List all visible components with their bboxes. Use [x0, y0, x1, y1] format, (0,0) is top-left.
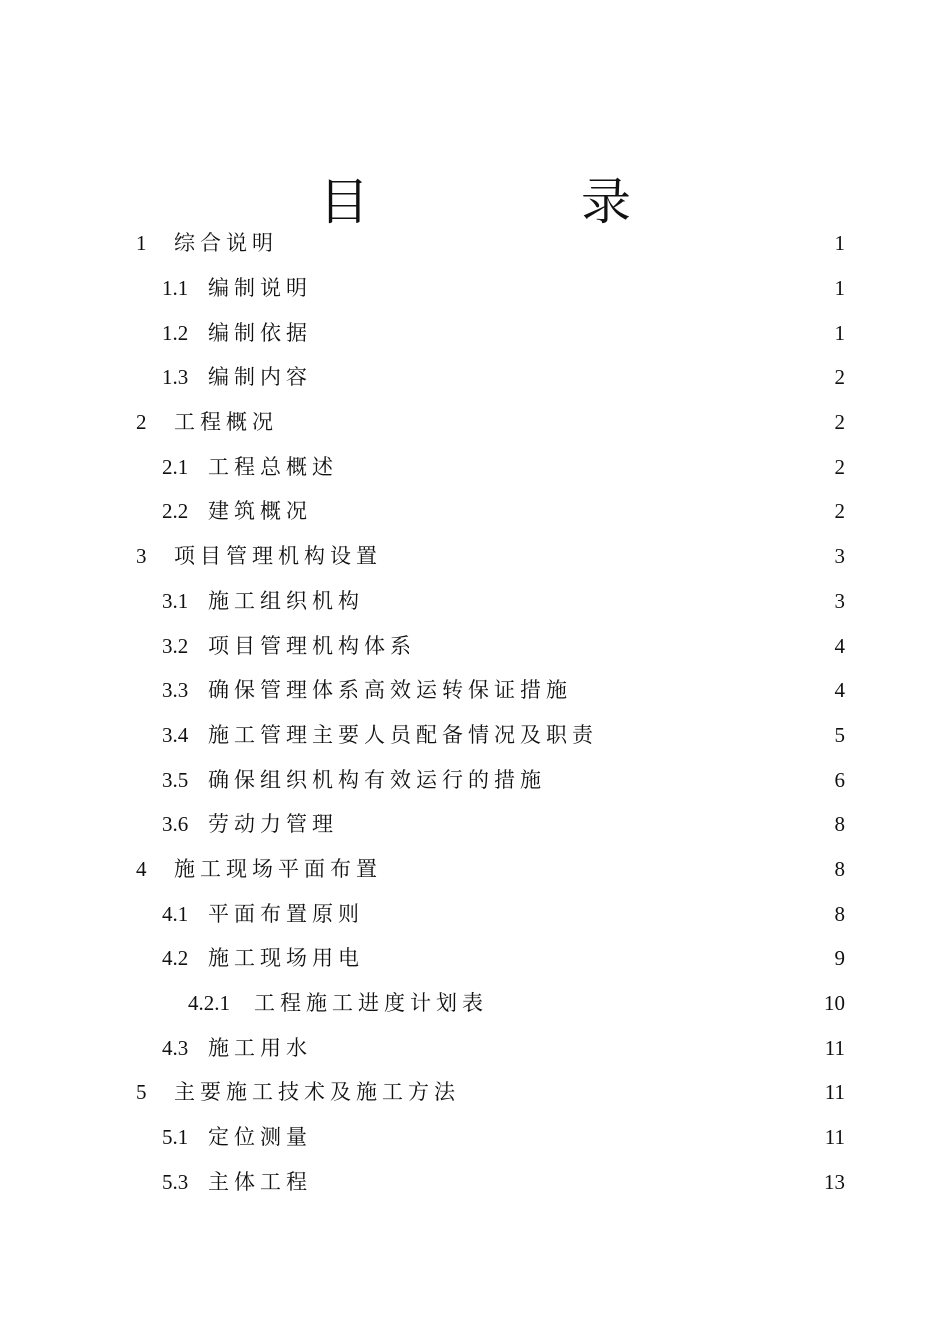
- toc-dot-leader: [384, 856, 833, 882]
- toc-entry[interactable]: [0, 757, 950, 802]
- toc-entry-title: 定位测量: [208, 1125, 312, 1150]
- toc-entry[interactable]: [0, 1115, 950, 1160]
- toc-entry-title: 施工管理主要人员配备情况及职责: [208, 722, 598, 747]
- toc-dot-leader: [280, 409, 833, 435]
- toc-entry-title: 项目管理机构设置: [174, 544, 382, 569]
- toc-entry-number: 5.1: [162, 1125, 189, 1150]
- table-of-contents: [0, 221, 950, 1204]
- toc-entry[interactable]: [0, 802, 950, 847]
- toc-entry-page-number: 3: [834, 588, 845, 613]
- toc-dot-leader: [600, 722, 833, 748]
- toc-entry-title: 平面布置原则: [208, 901, 364, 926]
- toc-entry-title: 施工现场用电: [208, 946, 364, 971]
- toc-entry-page-number: 2: [834, 499, 845, 524]
- toc-entry-page-number: 2: [834, 454, 845, 479]
- toc-entry-title: 劳动力管理: [208, 812, 338, 837]
- toc-dot-leader: [340, 811, 833, 837]
- toc-entry-title: 编制依据: [208, 320, 312, 345]
- toc-entry-number: 3.6: [162, 812, 189, 837]
- toc-entry[interactable]: [0, 936, 950, 981]
- toc-entry[interactable]: [0, 444, 950, 489]
- toc-entry-number: 2.1: [162, 454, 189, 479]
- toc-entry-page-number: 11: [824, 1035, 845, 1060]
- toc-dot-leader: [548, 767, 833, 793]
- toc-dot-leader: [366, 901, 833, 927]
- toc-entry-number: 1.1: [162, 276, 189, 301]
- toc-entry-page-number: 4: [834, 633, 845, 658]
- toc-entry-page-number: 2: [834, 410, 845, 435]
- toc-entry-page-number: 1: [834, 276, 845, 301]
- toc-entry-title: 项目管理机构体系: [208, 633, 416, 658]
- toc-entry-title: 工程施工进度计划表: [254, 991, 488, 1016]
- toc-entry[interactable]: [0, 400, 950, 445]
- toc-entry-title: 工程概况: [174, 410, 278, 435]
- toc-entry-number: 5.3: [162, 1169, 189, 1194]
- toc-entry-page-number: 3: [834, 544, 845, 569]
- toc-entry-number: 1: [136, 231, 147, 256]
- toc-entry-page-number: 13: [824, 1169, 845, 1194]
- toc-entry-page-number: 8: [834, 901, 845, 926]
- toc-dot-leader: [314, 275, 833, 301]
- toc-entry-number: 4: [136, 856, 147, 881]
- toc-entry-title: 施工组织机构: [208, 588, 364, 613]
- toc-entry-page-number: 1: [834, 231, 845, 256]
- toc-entry-title: 主体工程: [208, 1169, 312, 1194]
- toc-entry[interactable]: [0, 1025, 950, 1070]
- toc-dot-leader: [366, 588, 833, 614]
- toc-entry-title: 确保组织机构有效运行的措施: [208, 767, 546, 792]
- toc-entry[interactable]: [0, 847, 950, 892]
- toc-entry-number: 2: [136, 410, 147, 435]
- toc-dot-leader: [314, 1124, 823, 1150]
- toc-dot-leader: [574, 677, 833, 703]
- toc-entry-page-number: 11: [824, 1125, 845, 1150]
- toc-entry[interactable]: [0, 1159, 950, 1204]
- toc-entry-number: 4.1: [162, 901, 189, 926]
- toc-entry-number: 5: [136, 1080, 147, 1105]
- toc-entry-number: 3: [136, 544, 147, 569]
- toc-entry-page-number: 2: [834, 365, 845, 390]
- toc-entry-number: 3.1: [162, 588, 189, 613]
- toc-dot-leader: [280, 230, 833, 256]
- toc-entry[interactable]: [0, 1070, 950, 1115]
- toc-entry-title: 主要施工技术及施工方法: [174, 1080, 460, 1105]
- toc-entry-title: 综合说明: [174, 231, 278, 256]
- toc-entry[interactable]: [0, 623, 950, 668]
- toc-entry-number: 1.2: [162, 320, 189, 345]
- toc-entry[interactable]: [0, 534, 950, 579]
- toc-entry-number: 3.4: [162, 722, 189, 747]
- toc-dot-leader: [314, 498, 833, 524]
- toc-entry-title: 工程总概述: [208, 454, 338, 479]
- toc-entry-title: 施工现场平面布置: [174, 856, 382, 881]
- toc-entry-number: 1.3: [162, 365, 189, 390]
- toc-entry-title: 建筑概况: [208, 499, 312, 524]
- toc-entry-page-number: 6: [834, 767, 845, 792]
- toc-dot-leader: [340, 454, 833, 480]
- toc-entry-number: 3.5: [162, 767, 189, 792]
- toc-entry-number: 4.2.1: [188, 991, 230, 1016]
- toc-entry-number: 2.2: [162, 499, 189, 524]
- toc-entry-page-number: 4: [834, 678, 845, 703]
- toc-entry-title: 编制内容: [208, 365, 312, 390]
- toc-dot-leader: [462, 1079, 823, 1105]
- toc-entry-number: 4.2: [162, 946, 189, 971]
- toc-dot-leader: [314, 320, 833, 346]
- toc-entry-number: 3.2: [162, 633, 189, 658]
- toc-entry[interactable]: [0, 310, 950, 355]
- toc-dot-leader: [384, 543, 833, 569]
- toc-dot-leader: [366, 945, 833, 971]
- toc-dot-leader: [314, 1035, 823, 1061]
- toc-entry-title: 确保管理体系高效运转保证措施: [208, 678, 572, 703]
- toc-entry-page-number: 11: [824, 1080, 845, 1105]
- toc-entry[interactable]: [0, 981, 950, 1026]
- toc-entry-page-number: 5: [834, 722, 845, 747]
- toc-entry-number: 4.3: [162, 1035, 189, 1060]
- toc-entry-title: 编制说明: [208, 276, 312, 301]
- toc-entry[interactable]: [0, 221, 950, 266]
- toc-entry[interactable]: [0, 579, 950, 624]
- toc-dot-leader: [418, 633, 833, 659]
- toc-dot-leader: [314, 1169, 822, 1195]
- toc-entry-title: 施工用水: [208, 1035, 312, 1060]
- toc-entry-page-number: 10: [824, 991, 845, 1016]
- toc-entry[interactable]: [0, 713, 950, 758]
- toc-entry[interactable]: [0, 266, 950, 311]
- page-title: 目 录: [319, 172, 729, 231]
- toc-entry-page-number: 1: [834, 320, 845, 345]
- toc-dot-leader: [490, 990, 822, 1016]
- toc-entry[interactable]: [0, 489, 950, 534]
- toc-dot-leader: [314, 364, 833, 390]
- toc-entry-number: 3.3: [162, 678, 189, 703]
- toc-entry[interactable]: [0, 668, 950, 713]
- toc-entry-page-number: 8: [834, 812, 845, 837]
- toc-entry-page-number: 9: [834, 946, 845, 971]
- toc-entry[interactable]: [0, 891, 950, 936]
- toc-entry[interactable]: [0, 355, 950, 400]
- toc-entry-page-number: 8: [834, 856, 845, 881]
